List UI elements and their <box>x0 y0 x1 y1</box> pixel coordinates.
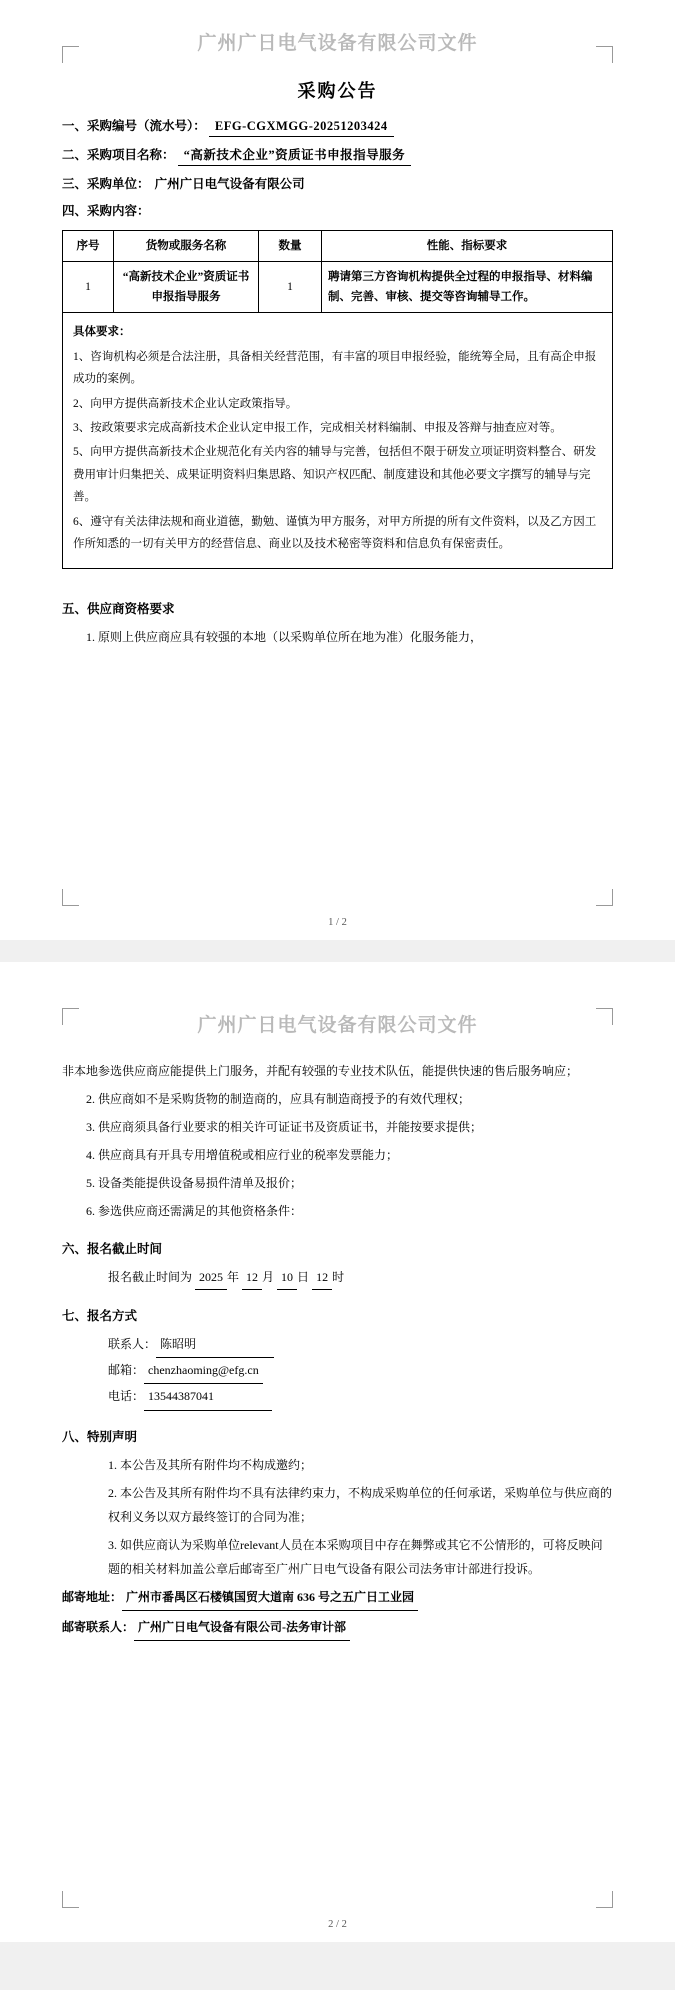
detail-item: 3、按政策要求完成高新技术企业认定申报工作，完成相关材料编制、申报及答辩与抽查应对等。 <box>73 422 562 435</box>
detail-item: 6、遵守有关法律法规和商业道德，勤勉、谨慎为甲方服务，对甲方所提的所有文件资料，以及乙方因工作所知悉的一切有关甲方的经营信息、商业以及技术秘密等资料和信息负有保密责任。 <box>73 515 597 551</box>
mailing-receiver-label: 邮寄联系人： <box>62 1619 135 1634</box>
deadline-month-unit: 月 <box>262 1270 275 1284</box>
detail-item: 5、向甲方提供高新技术企业规范化有关内容的辅导与完善，包括但不限于研发立项证明资料整合、研发费用审计归集把关、成果证明资料归集思路、知识产权匹配、制度建设和其他必要文字撰写的辅导与完善。 <box>73 446 597 504</box>
crop-mark-bottom-left <box>62 1891 79 1908</box>
table-header-requirement: 性能、指标要求 <box>322 231 613 262</box>
table-header-row <box>63 231 613 262</box>
field-purchase-unit-value: 广州广日电气设备有限公司 <box>154 176 305 191</box>
field-purchase-number <box>62 117 613 137</box>
contact-person-row <box>62 1332 613 1358</box>
section-7-heading: 七、报名方式 <box>62 1309 138 1323</box>
deadline-month: 12 <box>242 1265 262 1290</box>
detail-requirements-box <box>62 313 613 568</box>
table-header-name: 货物或服务名称 <box>114 231 259 262</box>
section-5-item-3: 3. 供应商须具备行业要求的相关许可证证书及资质证书，并能按要求提供； <box>86 1120 483 1134</box>
page-1-number: 1 / 2 <box>328 917 347 928</box>
crop-mark-top-right <box>596 46 613 63</box>
field-purchase-number-label: 一、采购编号（流水号）： <box>62 119 206 133</box>
field-purchase-unit <box>62 175 613 194</box>
contact-phone-label: 电话： <box>108 1389 145 1404</box>
crop-mark-top-right <box>596 1008 613 1025</box>
document-page-1 <box>0 0 675 940</box>
detail-title: 具体要求： <box>73 326 131 339</box>
section-5-item-4: 4. 供应商具有开具专用增值税或相应行业的税率发票能力； <box>86 1148 399 1162</box>
section-5-item-1-continued: 非本地参选供应商应能提供上门服务，并配有较强的专业技术队伍，能提供快速的售后服务响应； <box>62 1064 579 1078</box>
contact-phone-row <box>62 1384 613 1410</box>
section-8-item-2: 2. 本公告及其所有附件均不具有法律约束力，不构成采购单位的任何承诺，采购单位与供应商的权利义务以双方最终签订的合同为准； <box>108 1485 613 1524</box>
section-8-item-1: 1. 本公告及其所有附件均不构成邀约； <box>108 1457 313 1472</box>
company-watermark-title: 广州广日电气设备有限公司文件 <box>197 33 478 54</box>
crop-mark-bottom-left <box>62 889 79 906</box>
table-cell-no: 1 <box>63 262 114 313</box>
deadline-year-unit: 年 <box>227 1270 240 1284</box>
deadline-day: 10 <box>277 1265 297 1290</box>
table-header-qty: 数量 <box>259 231 322 262</box>
table-cell-name: “高新技术企业”资质证书申报指导服务 <box>114 262 259 313</box>
field-project-name-label: 二、采购项目名称： <box>62 147 175 162</box>
goods-table <box>62 230 613 313</box>
crop-mark-top-left <box>62 46 79 63</box>
field-purchase-unit-label: 三、采购单位： <box>62 176 150 191</box>
mailing-address-value: 广州市番禺区石楼镇国贸大道南 636 号之五广日工业园 <box>122 1585 418 1611</box>
page-2-number: 2 / 2 <box>328 1919 347 1930</box>
contact-person-label: 联系人： <box>108 1337 157 1351</box>
deadline-prefix: 报名截止时间为 <box>108 1270 193 1284</box>
contact-person-value: 陈昭明 <box>156 1332 274 1358</box>
contact-email-value: chenzhaoming@efg.cn <box>144 1358 263 1384</box>
detail-item: 2、向甲方提供高新技术企业认定政策指导。 <box>73 397 298 410</box>
deadline-hour: 12 <box>312 1265 332 1290</box>
mailing-address-label: 邮寄地址： <box>62 1589 123 1604</box>
crop-mark-bottom-right <box>596 1891 613 1908</box>
page-title: 采购公告 <box>297 81 378 101</box>
section-5-item-2: 2. 供应商如不是采购货物的制造商的，应具有制造商授予的有效代理权； <box>86 1092 471 1106</box>
table-cell-requirement: 聘请第三方咨询机构提供全过程的申报指导、材料编制、完善、审核、提交等咨询辅导工作。 <box>322 262 613 313</box>
deadline-day-unit: 日 <box>297 1270 310 1284</box>
field-project-name-value: “高新技术企业”资质证书申报指导服务 <box>178 146 412 166</box>
table-row <box>63 262 613 313</box>
table-header-no: 序号 <box>63 231 114 262</box>
section-5-heading: 五、供应商资格要求 <box>62 601 175 616</box>
contact-phone-value: 13544387041 <box>144 1384 272 1410</box>
contact-email-row <box>62 1358 613 1384</box>
section-5-item-1-partial: 1. 原则上供应商应具有较强的本地（以采购单位所在地为准）化服务能力， <box>86 629 483 644</box>
section-6-deadline <box>62 1265 613 1290</box>
section-6-heading: 六、报名截止时间 <box>62 1242 163 1256</box>
section-8-heading: 八、特别声明 <box>62 1429 138 1444</box>
document-page-2 <box>0 962 675 1942</box>
field-purchase-number-value: EFG-CGXMGG-20251203424 <box>209 117 394 137</box>
section-5-item-5: 5. 设备类能提供设备易损件清单及报价； <box>86 1176 303 1190</box>
mailing-receiver-value: 广州广日电气设备有限公司-法务审计部 <box>134 1615 350 1641</box>
section-5-item-6: 6. 参选供应商还需满足的其他资格条件： <box>86 1204 303 1218</box>
field-purchase-content-label: 四、采购内容： <box>62 204 150 219</box>
table-cell-qty: 1 <box>259 262 322 313</box>
detail-item: 1、咨询机构必须是合法注册，具备相关经营范围，有丰富的项目申报经验，能统筹全局，且有高企申报成功的案例。 <box>73 350 597 386</box>
section-8-item-3: 3. 如供应商认为采购单位relevant人员在本采购项目中存在舞弊或其它不公情形的，可将反映问题的相关材料加盖公章后邮寄至广州广日电气设备有限公司法务审计部进行投诉。 <box>108 1537 603 1576</box>
field-project-name <box>62 146 613 166</box>
mailing-address-row <box>62 1585 613 1611</box>
crop-mark-top-left <box>62 1008 79 1025</box>
mailing-receiver-row <box>62 1615 613 1641</box>
page-separator <box>0 940 675 962</box>
crop-mark-bottom-right <box>596 889 613 906</box>
company-watermark-title: 广州广日电气设备有限公司文件 <box>197 1015 478 1036</box>
contact-email-label: 邮箱： <box>108 1363 145 1378</box>
deadline-hour-unit: 时 <box>332 1270 345 1284</box>
deadline-year: 2025 <box>195 1265 227 1290</box>
